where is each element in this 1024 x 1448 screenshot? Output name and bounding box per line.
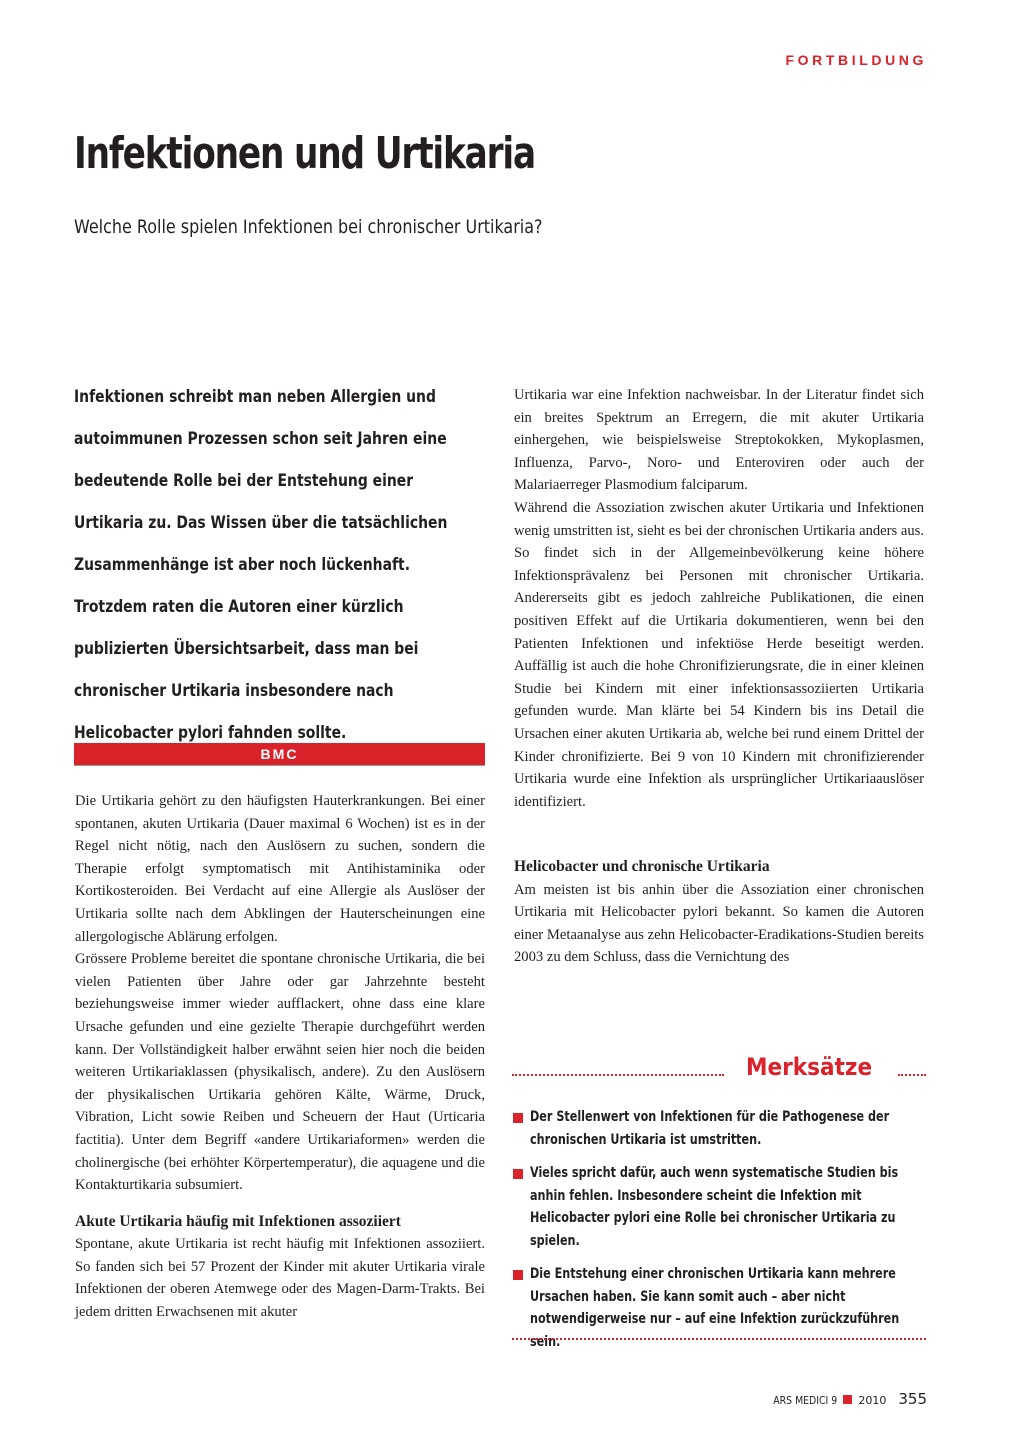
merksatz-item (512, 1106, 926, 1151)
lead-paragraph: Infektionen schreibt man neben Allergien und autoimmunen Prozessen schon seit Jahren eine bedeutende Rolle bei der Entstehung einer Urtikaria zu. Das Wissen über die tatsächlichen Zusammenhänge ist aber noch lückenhaft. Trotzdem raten die Autoren einer kürzlich publizierten Übersichtsarbeit, dass man bei chronischer Urtikaria insbesondere nach Helicobacter pylori fahnden sollte. (74, 387, 448, 743)
right-column-top (514, 384, 924, 813)
merksaetze-title: Merksätze (746, 1053, 873, 1081)
merksatz-text: Der Stellenwert von Infektionen für die Pathogenese der chronischen Urtikaria ist umstritten. (530, 1109, 890, 1148)
merksatz-text: Vieles spricht dafür, auch wenn systematische Studien bis anhin fehlen. Insbesondere scheint die Infektion mit Helicobacter pylori eine Rolle bei chronischer Urtikaria zu spielen. (530, 1165, 899, 1249)
square-bullet-icon (513, 1169, 523, 1179)
merksatz-item (512, 1162, 926, 1252)
body-paragraph: Am meisten ist bis anhin über die Assoziation einer chronischen Urtikaria mit Helicobacter pylori bekannt. So kamen die Autoren einer Metaanalyse aus zehn Helicobacter-Eradikations-Studien bereits 2003 zu dem Schluss, dass die Vernichtung des (514, 881, 924, 966)
issue-year: 2010 (858, 1394, 887, 1407)
section-heading: Helicobacter und chronische Urtikaria (514, 858, 770, 875)
body-paragraph: Grössere Probleme bereitet die spontane chronische Urtikaria, die bei vielen Patienten über Jahre oder gar Jahrzehnte besteht beziehungsweise immer wieder aufflackert, ohne dass eine klare Ursache gefunden und eine gezielte Therapie durchgeführt werden kann. Der Vollständigkeit halber erwähnt seien hier noch die beiden weiteren Urtikariaklassen (physikalisch, andere). Zu den Auslösern der physikalischen Urtikaria gehören Kälte, Wärme, Druck, Vibration, Licht sowie Reiben und Scheuern der Haut (Urticaria factitia). Unter dem Begriff «andere Urtikariaformen» werden die cholinergische (bei erhöhter Körpertemperatur), die aquagene und die Kontakturtikaria subsumiert. (75, 951, 485, 1194)
source-divider (74, 765, 485, 766)
body-paragraph: Die Urtikaria gehört zu den häufigsten Hauterkrankungen. Bei einer spontanen, akuten Urtikaria (Dauer maximal 6 Wochen) ist es in der Regel nicht nötig, nach den Auslösern zu suchen, sondern die Therapie erfolgt symptomatisch mit Antihistaminika oder Kortikosteroiden. Bei Verdacht auf eine Allergie als Auslöser der Urtikaria sollte nach dem Abklingen der Hauterscheinungen eine allergologische Ablärung erfolgen. (75, 793, 485, 945)
article-title: Infektionen und Urtikaria (74, 128, 536, 179)
journal-name: ARS MEDICI 9 (773, 1394, 838, 1407)
section-label: FORTBILDUNG (785, 52, 927, 68)
article-subtitle: Welche Rolle spielen Infektionen bei chronischer Urtikaria? (74, 216, 543, 238)
square-bullet-icon (513, 1113, 523, 1123)
square-bullet-icon (513, 1270, 523, 1280)
dotted-rule-right (898, 1074, 926, 1076)
body-paragraph: Spontane, akute Urtikaria ist recht häufig mit Infektionen assoziiert. So fanden sich bei 57 Prozent der Kinder mit akuter Urtikaria virale Infektionen der oberen Atemwege oder des Magen-Darm-Trakts. Bei jedem dritten Erwachsenen mit akuter (75, 1236, 485, 1321)
dotted-rule-left (512, 1074, 724, 1076)
section-heading: Akute Urtikaria häufig mit Infektionen assoziiert (75, 1212, 401, 1230)
left-column (75, 790, 485, 1324)
body-paragraph: Während die Assoziation zwischen akuter Urtikaria und Infektionen wenig umstritten ist, sieht es bei der chronischen Urtikaria anders aus. So findet sich in der Allgemeinbevölkerung keine höhere Infektionsprävalenz bei Personen mit chronischer Urtikaria. Andererseits gibt es jedoch zahlreiche Publikationen, die einen positiven Effekt auf die Urtikaria dokumentieren, wenn bei den Patienten Infektionen und infektiöse Herde beseitigt werden. Auffällig ist auch die hohe Chronifizierungsrate, die in einer kleinen Studie bei Kindern mit einer infektionsassoziierten Urtikaria gefunden wurde. Man klärte bei 54 Kindern bis ins Detail die Ursachen einer akuten Urtikaria ab, welche bei rund einem Drittel der Kinder chronifizierte. Bei 9 von 10 Kindern mit chronifizierender Urtikaria wurde eine Infektion als ursprünglicher Urtikariaauslöser identifiziert. (514, 499, 924, 810)
merksatz-text: Die Entstehung einer chronischen Urtikaria kann mehrere Ursachen haben. Sie kann somit auch – aber nicht notwendigerweise nur – auf eine Infektion zurückzuführen sein. (530, 1266, 900, 1350)
square-separator-icon (843, 1395, 852, 1404)
right-column-bottom (514, 856, 924, 969)
body-paragraph: Urtikaria war eine Infektion nachweisbar. In der Literatur findet sich ein breites Spektrum an Erregern, die mit akuter Urtikaria einhergehen, wie beispielsweise Streptokokken, Mykoplasmen, Influenza, Parvo-, Noro- und Enteroviren oder auch der Malariaerreger Plasmodium falciparum. (514, 387, 924, 494)
page-number: 355 (898, 1390, 927, 1408)
page-footer (762, 1390, 927, 1414)
dotted-rule-bottom (512, 1338, 926, 1340)
source-bar: BMC (74, 743, 485, 765)
merksaetze-list (512, 1106, 926, 1364)
merksaetze-header (512, 1050, 926, 1084)
